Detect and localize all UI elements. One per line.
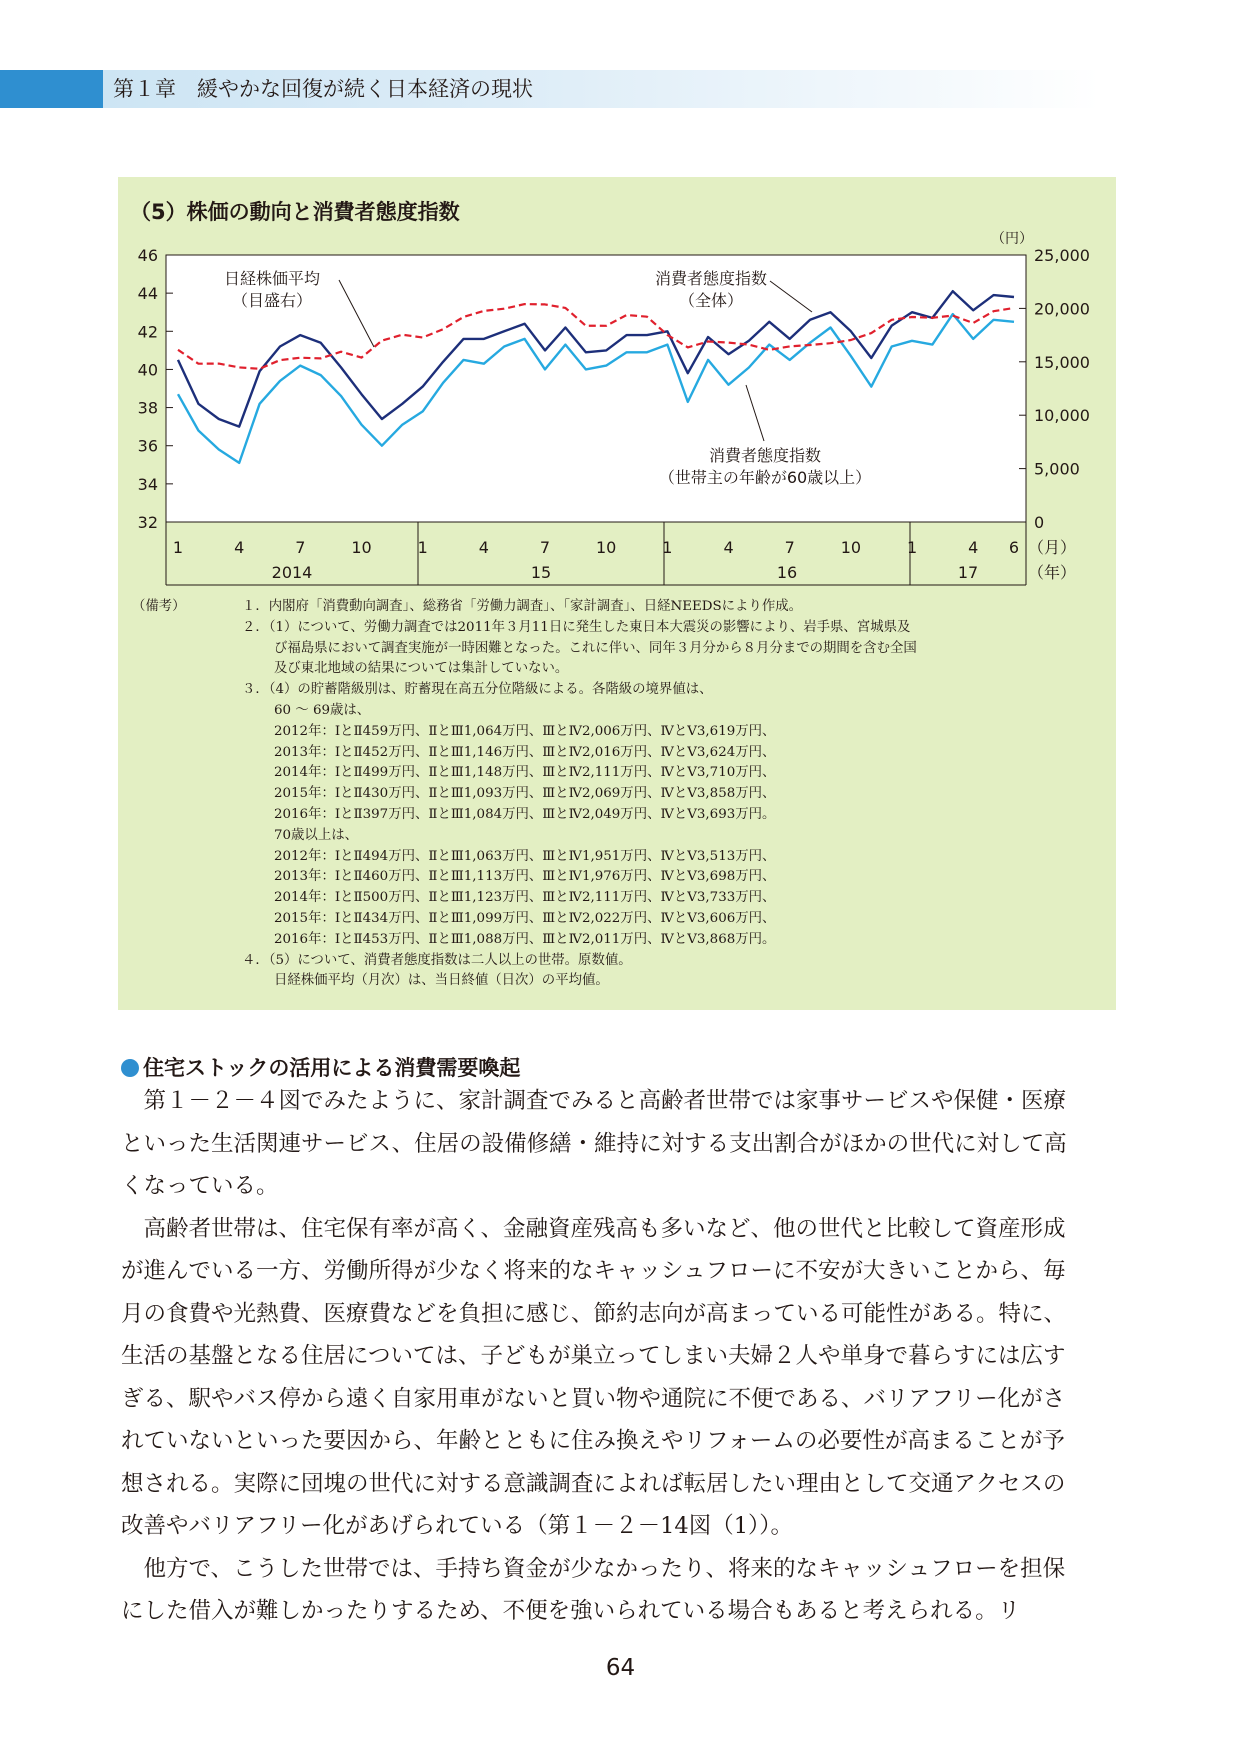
month-label: 4	[968, 538, 979, 557]
right-axis-tick-label: 10,000	[1034, 406, 1090, 426]
left-axis-tick-label: 34	[137, 474, 158, 494]
note-text: 60 ～ 69歳は、	[274, 702, 371, 718]
note-text: 2016年：ⅠとⅡ397万円、ⅡとⅢ1,084万円、ⅢとⅣ2,049万円、ⅣとⅤ3,693万円。	[274, 806, 776, 822]
note-line	[132, 951, 1102, 972]
body-line: にした借入が難しかったりするため、不便を強いられている場合もあると考えられる。リ	[121, 1598, 1021, 1624]
note-text: び福島県において調査実施が一時困難となった。これに伴い、同年３月分から８月分までの期間を含む全国	[274, 640, 917, 656]
note-text: 2014年：ⅠとⅡ499万円、ⅡとⅢ1,148万円、ⅢとⅣ2,111万円、ⅣとⅤ3,710万円、	[274, 765, 776, 781]
note-text: 2016年：ⅠとⅡ453万円、ⅡとⅢ1,088万円、ⅢとⅣ2,011万円、ⅣとⅤ3,868万円。	[274, 931, 776, 947]
note-line	[132, 722, 1102, 743]
note-line	[132, 826, 1102, 847]
month-label: 10	[596, 538, 617, 557]
left-axis-tick-label: 38	[137, 398, 158, 418]
right-axis-tick-label: 5,000	[1034, 459, 1080, 479]
note-line	[132, 680, 1102, 701]
note-text: ２．（1）について、労働力調査では2011年３月11日に発生した東日本大震災の影響により、岩手県、宮城県及	[242, 619, 911, 635]
note-text: 70歳以上は、	[274, 827, 358, 843]
month-label: 6	[1008, 538, 1020, 557]
body-line: 想される。実際に団塊の世代に対する意識調査によれば転居したい理由として交通アクセスの	[121, 1470, 1066, 1497]
note-line	[132, 784, 1102, 805]
section-heading	[121, 1052, 520, 1082]
body-line: ぎる、駅やバス停から遠く自家用車がないと買い物や通院に不便である、バリアフリー化がさ	[121, 1385, 1066, 1412]
note-line	[132, 763, 1102, 784]
annotation-label: （目盛右）	[231, 291, 313, 310]
left-axis-tick-label: 46	[137, 246, 158, 265]
note-text: 2015年：ⅠとⅡ430万円、ⅡとⅢ1,093万円、ⅢとⅣ2,069万円、ⅣとⅤ3,858万円、	[274, 786, 776, 802]
month-label: 10	[351, 538, 372, 557]
annotation-label: 消費者態度指数	[654, 269, 768, 288]
month-label: 4	[234, 538, 245, 557]
body-line: 月の食費や光熱費、医療費などを負担に感じ、節約志向が高まっている可能性がある。特に、	[121, 1300, 1067, 1327]
left-axis-tick-label: 36	[137, 436, 158, 456]
section-heading-text: 住宅ストックの活用による消費需要喚起	[143, 1056, 521, 1080]
chapter-title: 第１章 緩やかな回復が続く日本経済の現状	[113, 77, 533, 101]
body-line: 生活の基盤となる住居については、子どもが巣立ってしまい夫婦２人や単身で暮らすには広す	[121, 1343, 1066, 1369]
note-line	[132, 867, 1102, 888]
month-label: 1	[662, 538, 673, 557]
note-line	[132, 639, 1102, 660]
note-line	[132, 743, 1102, 764]
line-chart	[0, 0, 1241, 600]
note-line	[132, 659, 1102, 680]
body-line: れていないといった要因から、年齢とともに住み換えやリフォームの必要性が高まることが予	[121, 1428, 1065, 1454]
year-label: 15	[530, 563, 552, 582]
note-text: 日経株価平均（月次）は、当日終値（日次）の平均値。	[274, 973, 609, 989]
right-axis-unit: （円）	[991, 231, 1033, 247]
body-text	[121, 1080, 1121, 1633]
month-label: 7	[295, 538, 306, 557]
month-label: 10	[840, 538, 862, 557]
note-line	[132, 971, 1102, 992]
month-label: 4	[478, 538, 489, 557]
annotation-label: 日経株価平均	[223, 269, 321, 288]
year-unit: （年）	[1028, 563, 1077, 582]
month-label: 7	[784, 538, 795, 557]
page-number: 64	[605, 1655, 636, 1681]
note-text: ３．（4）の貯蓄階級別は、貯蓄現在高五分位階級による。各階級の境界値は、	[242, 682, 713, 698]
figure-title: （5）株価の動向と消費者態度指数	[130, 200, 460, 224]
annotation-label: （世帯主の年齢が60歳以上）	[658, 468, 872, 487]
right-axis-tick-label: 25,000	[1034, 246, 1090, 265]
note-line	[132, 930, 1102, 951]
annotation-label: 消費者態度指数	[708, 446, 822, 465]
month-label: 1	[417, 538, 428, 557]
year-label: 16	[776, 563, 798, 582]
note-line	[132, 888, 1102, 909]
month-label: 1	[906, 538, 918, 557]
note-line	[132, 618, 1102, 639]
year-label: 2014	[271, 563, 313, 582]
bullet-dot-icon	[121, 1059, 139, 1077]
body-line: 改善やバリアフリー化があげられている（第１－２－14図（1））。	[121, 1513, 794, 1539]
figure-notes	[132, 597, 1102, 992]
notes-label: （備考）	[132, 599, 186, 614]
year-label: 17	[957, 563, 979, 582]
body-line: が進んでいる一方、労働所得が少なく将来的なキャッシュフローに不安が大きいことから、毎	[121, 1258, 1066, 1284]
month-label: 7	[539, 538, 551, 557]
note-line	[132, 909, 1102, 930]
note-text: 2012年：ⅠとⅡ494万円、ⅡとⅢ1,063万円、ⅢとⅣ1,951万円、ⅣとⅤ3,513万円、	[274, 848, 776, 864]
note-text: 2014年：ⅠとⅡ500万円、ⅡとⅢ1,123万円、ⅢとⅣ2,111万円、ⅣとⅤ3,733万円、	[274, 890, 776, 906]
month-label: 4	[723, 538, 734, 557]
left-axis-tick-label: 44	[137, 284, 158, 304]
note-line	[132, 805, 1102, 826]
note-text: 2013年：ⅠとⅡ460万円、ⅡとⅢ1,113万円、ⅢとⅣ1,976万円、ⅣとⅤ3,698万円、	[274, 869, 776, 885]
left-axis-tick-label: 40	[137, 360, 158, 380]
right-axis-tick-label: 20,000	[1034, 299, 1090, 319]
right-axis-tick-label: 15,000	[1034, 352, 1090, 372]
note-line	[132, 701, 1102, 722]
body-line: といった生活関連サービス、住居の設備修繕・維持に対する支出割合がほかの世代に対して高	[121, 1130, 1067, 1157]
body-line: 他方で、こうした世帯では、手持ち資金が少なかったり、将来的なキャッシュフローを担保	[121, 1555, 1066, 1582]
body-line: 高齢者世帯は、住宅保有率が高く、金融資産残高も多いなど、他の世代と比較して資産形成	[121, 1215, 1066, 1242]
note-line	[132, 847, 1102, 868]
body-line: くなっている。	[121, 1173, 279, 1199]
right-axis-tick-label: 0	[1034, 513, 1045, 532]
note-text: １．内閣府「消費動向調査」、総務省「労働力調査」、「家計調査」、日経NEEDSにより作成。	[242, 599, 802, 614]
annotation-label: （全体）	[678, 291, 744, 310]
note-text: 2015年：ⅠとⅡ434万円、ⅡとⅢ1,099万円、ⅢとⅣ2,022万円、ⅣとⅤ3,606万円、	[274, 910, 776, 926]
note-text: ４．（5）について、消費者態度指数は二人以上の世帯。原数値。	[242, 952, 632, 968]
note-text: 2012年：ⅠとⅡ459万円、ⅡとⅢ1,064万円、ⅢとⅣ2,006万円、ⅣとⅤ3,619万円、	[274, 723, 776, 739]
note-text: 2013年：ⅠとⅡ452万円、ⅡとⅢ1,146万円、ⅢとⅣ2,016万円、ⅣとⅤ3,624万円、	[274, 744, 776, 760]
left-axis-tick-label: 32	[137, 513, 158, 532]
body-line: 第１－２－４図でみたように、家計調査でみると高齢者世帯では家事サービスや保健・医療	[121, 1088, 1067, 1114]
month-unit: （月）	[1028, 538, 1077, 557]
note-text: 及び東北地域の結果については集計していない。	[274, 661, 569, 677]
note-line	[132, 597, 1102, 618]
month-label: 1	[172, 538, 184, 557]
left-axis-tick-label: 42	[137, 322, 158, 342]
